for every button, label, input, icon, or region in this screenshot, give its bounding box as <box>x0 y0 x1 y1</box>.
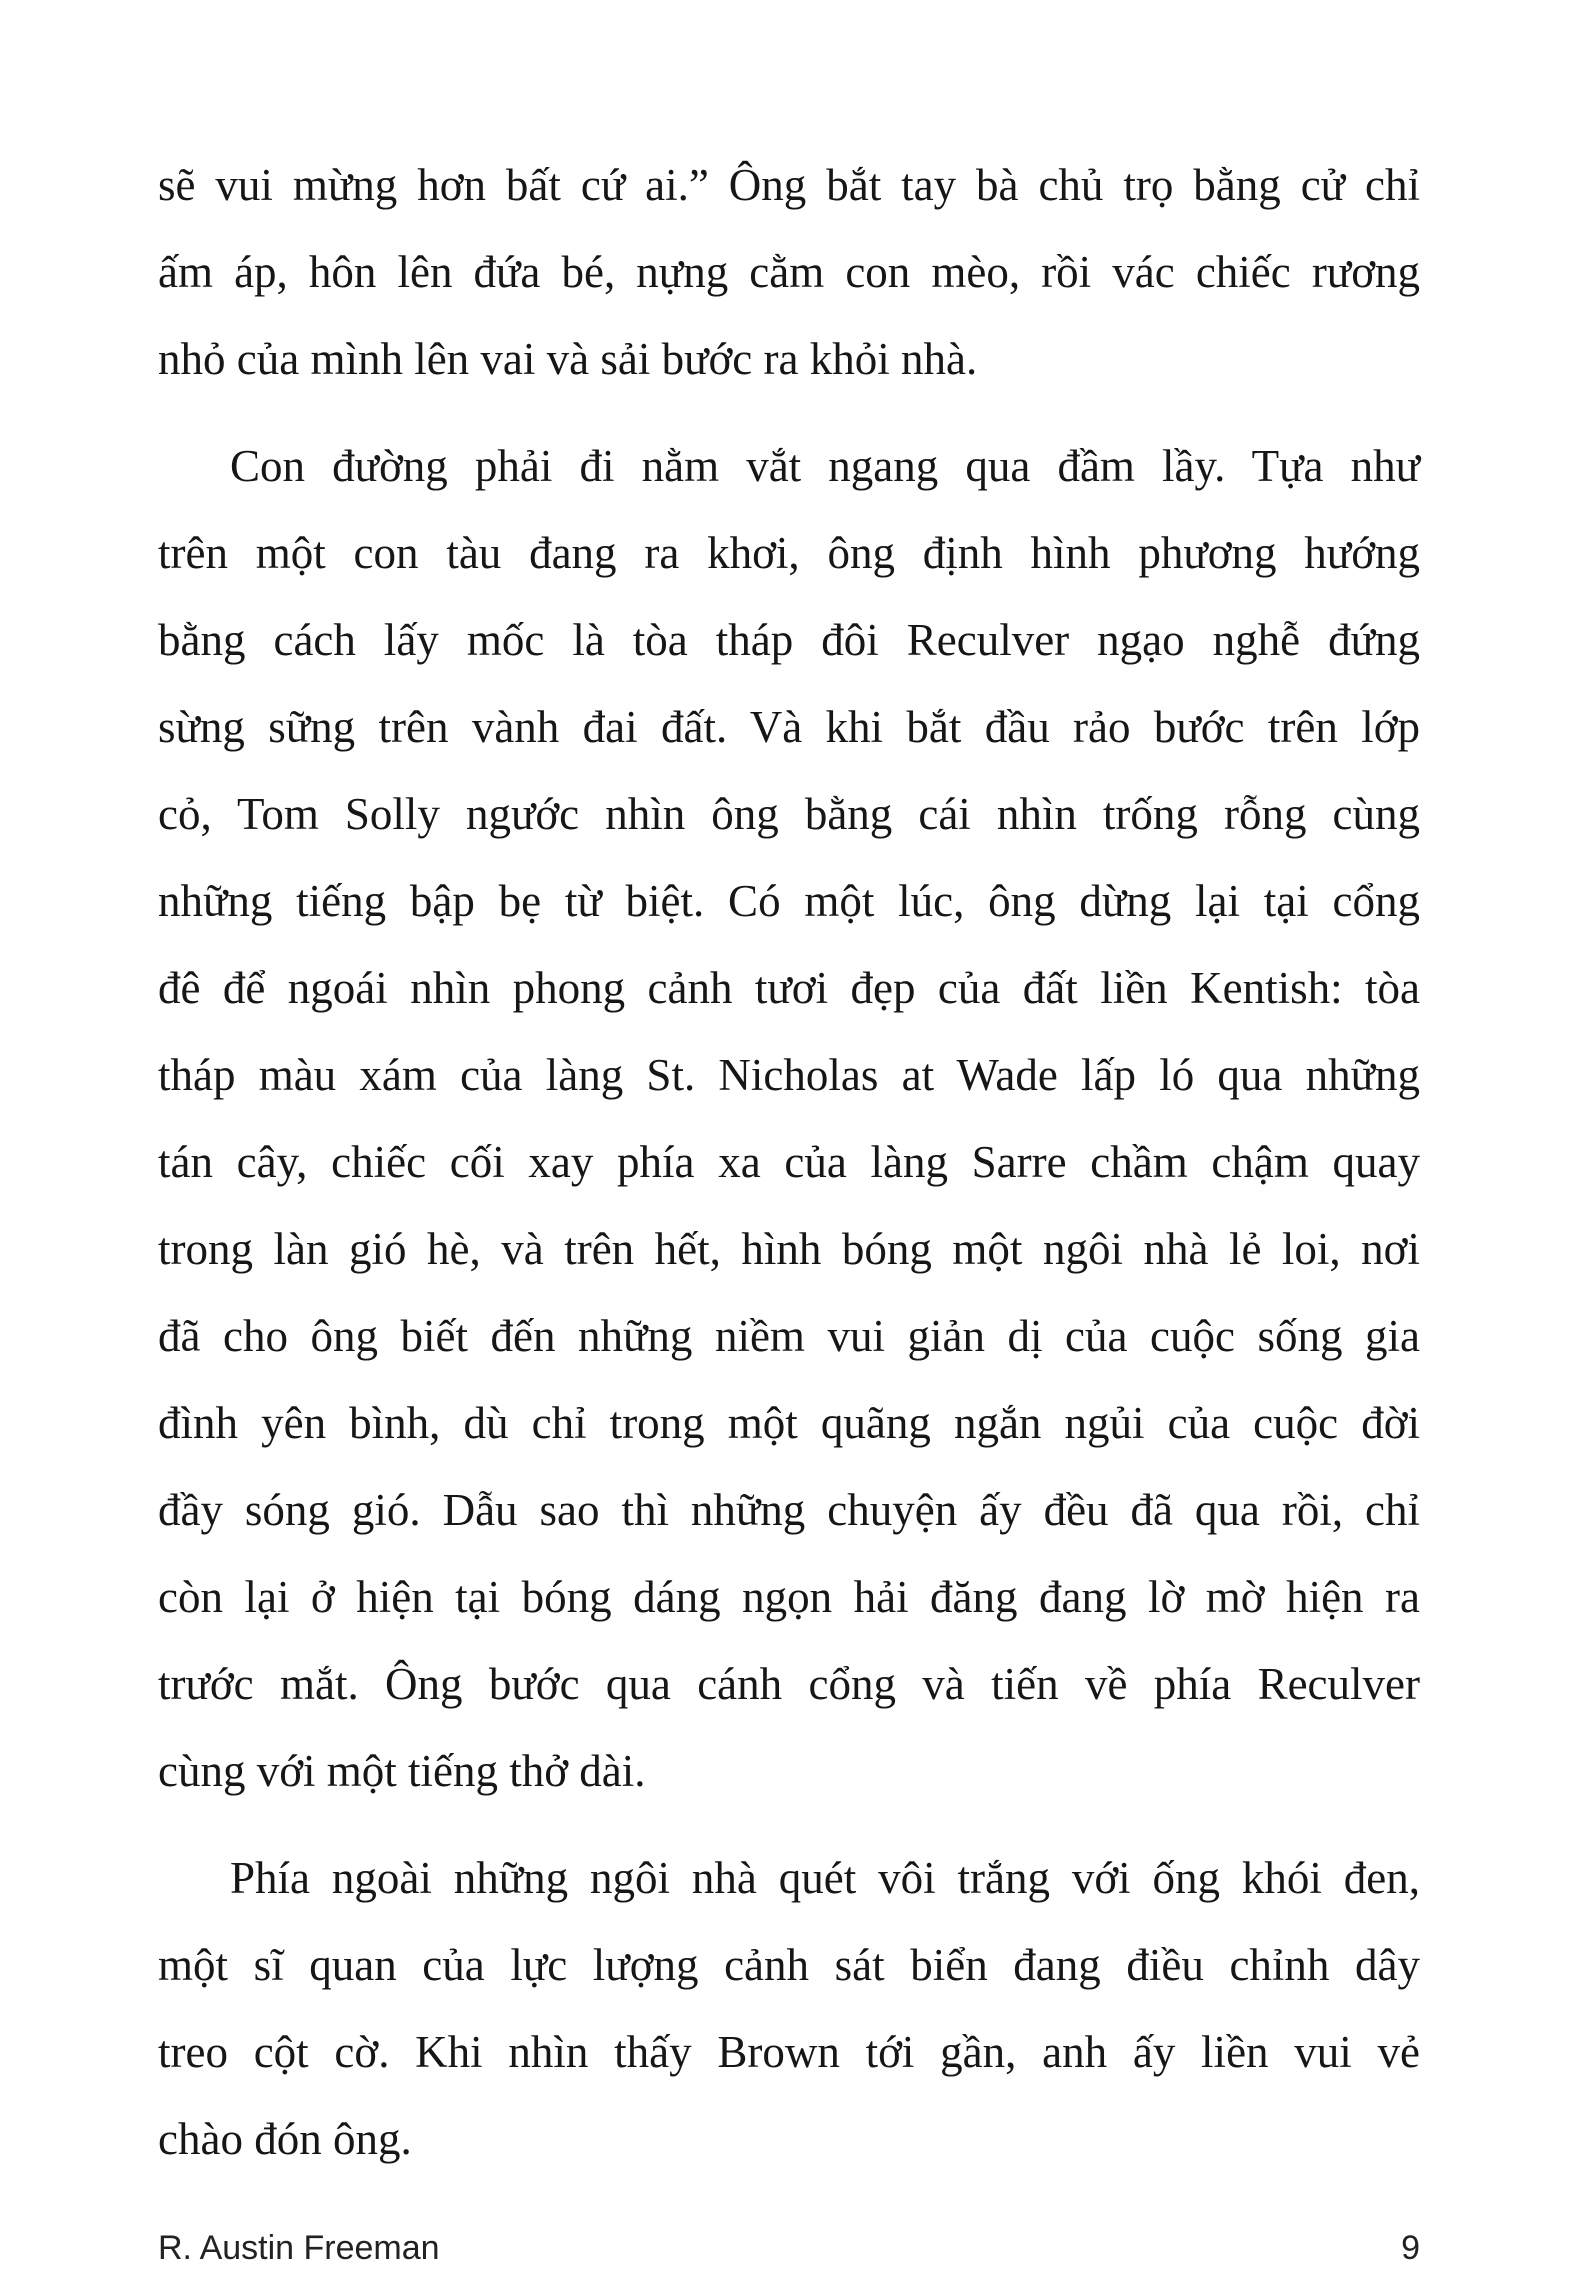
text-line: một sĩ quan của lực lượng cảnh sát biển đang điều chỉnh dây <box>158 1940 1420 1990</box>
body-text <box>158 142 1420 2183</box>
text-line: đã cho ông biết đến những niềm vui giản dị của cuộc sống gia <box>158 1311 1420 1361</box>
text-line: trước mắt. Ông bước qua cánh cổng và tiến về phía Reculver <box>158 1659 1420 1709</box>
text-line: Phía ngoài những ngôi nhà quét vôi trắng với ống khói đen, <box>230 1853 1420 1903</box>
text-line: tán cây, chiếc cối xay phía xa của làng Sarre chầm chậm quay <box>158 1137 1420 1187</box>
text-line: trong làn gió hè, và trên hết, hình bóng một ngôi nhà lẻ loi, nơi <box>158 1224 1420 1274</box>
text-line: chào đón ông. <box>158 2114 412 2164</box>
text-line: đình yên bình, dù chỉ trong một quãng ngắn ngủi của cuộc đời <box>158 1398 1420 1448</box>
text-line: trên một con tàu đang ra khơi, ông định hình phương hướng <box>158 528 1420 578</box>
text-line: cỏ, Tom Solly ngước nhìn ông bằng cái nhìn trống rỗng cùng <box>158 789 1420 839</box>
text-line: Con đường phải đi nằm vắt ngang qua đầm lầy. Tựa như <box>230 441 1420 491</box>
text-line: đầy sóng gió. Dẫu sao thì những chuyện ấy đều đã qua rồi, chỉ <box>158 1485 1420 1535</box>
page-footer <box>158 2223 1420 2273</box>
paragraph <box>158 142 1420 403</box>
running-footer-author: R. Austin Freeman <box>158 2229 440 2267</box>
paragraph <box>158 1835 1420 2183</box>
text-line: tháp màu xám của làng St. Nicholas at Wade lấp ló qua những <box>158 1050 1420 1100</box>
text-line: cùng với một tiếng thở dài. <box>158 1746 646 1796</box>
text-line: sẽ vui mừng hơn bất cứ ai.” Ông bắt tay bà chủ trọ bằng cử chỉ <box>158 160 1420 210</box>
text-line: bằng cách lấy mốc là tòa tháp đôi Reculver ngạo nghễ đứng <box>158 615 1420 665</box>
page-number: 9 <box>1401 2229 1420 2267</box>
text-line: ấm áp, hôn lên đứa bé, nựng cằm con mèo, rồi vác chiếc rương <box>158 247 1420 297</box>
text-line: nhỏ của mình lên vai và sải bước ra khỏi nhà. <box>158 334 978 384</box>
text-line: sừng sững trên vành đai đất. Và khi bắt đầu rảo bước trên lớp <box>158 702 1420 752</box>
text-line: treo cột cờ. Khi nhìn thấy Brown tới gần, anh ấy liền vui vẻ <box>158 2027 1420 2077</box>
text-line: đê để ngoái nhìn phong cảnh tươi đẹp của đất liền Kentish: tòa <box>158 963 1420 1013</box>
paragraph <box>158 423 1420 1815</box>
text-line: những tiếng bập bẹ từ biệt. Có một lúc, ông dừng lại tại cổng <box>158 876 1420 926</box>
text-line: còn lại ở hiện tại bóng dáng ngọn hải đăng đang lờ mờ hiện ra <box>158 1572 1420 1622</box>
